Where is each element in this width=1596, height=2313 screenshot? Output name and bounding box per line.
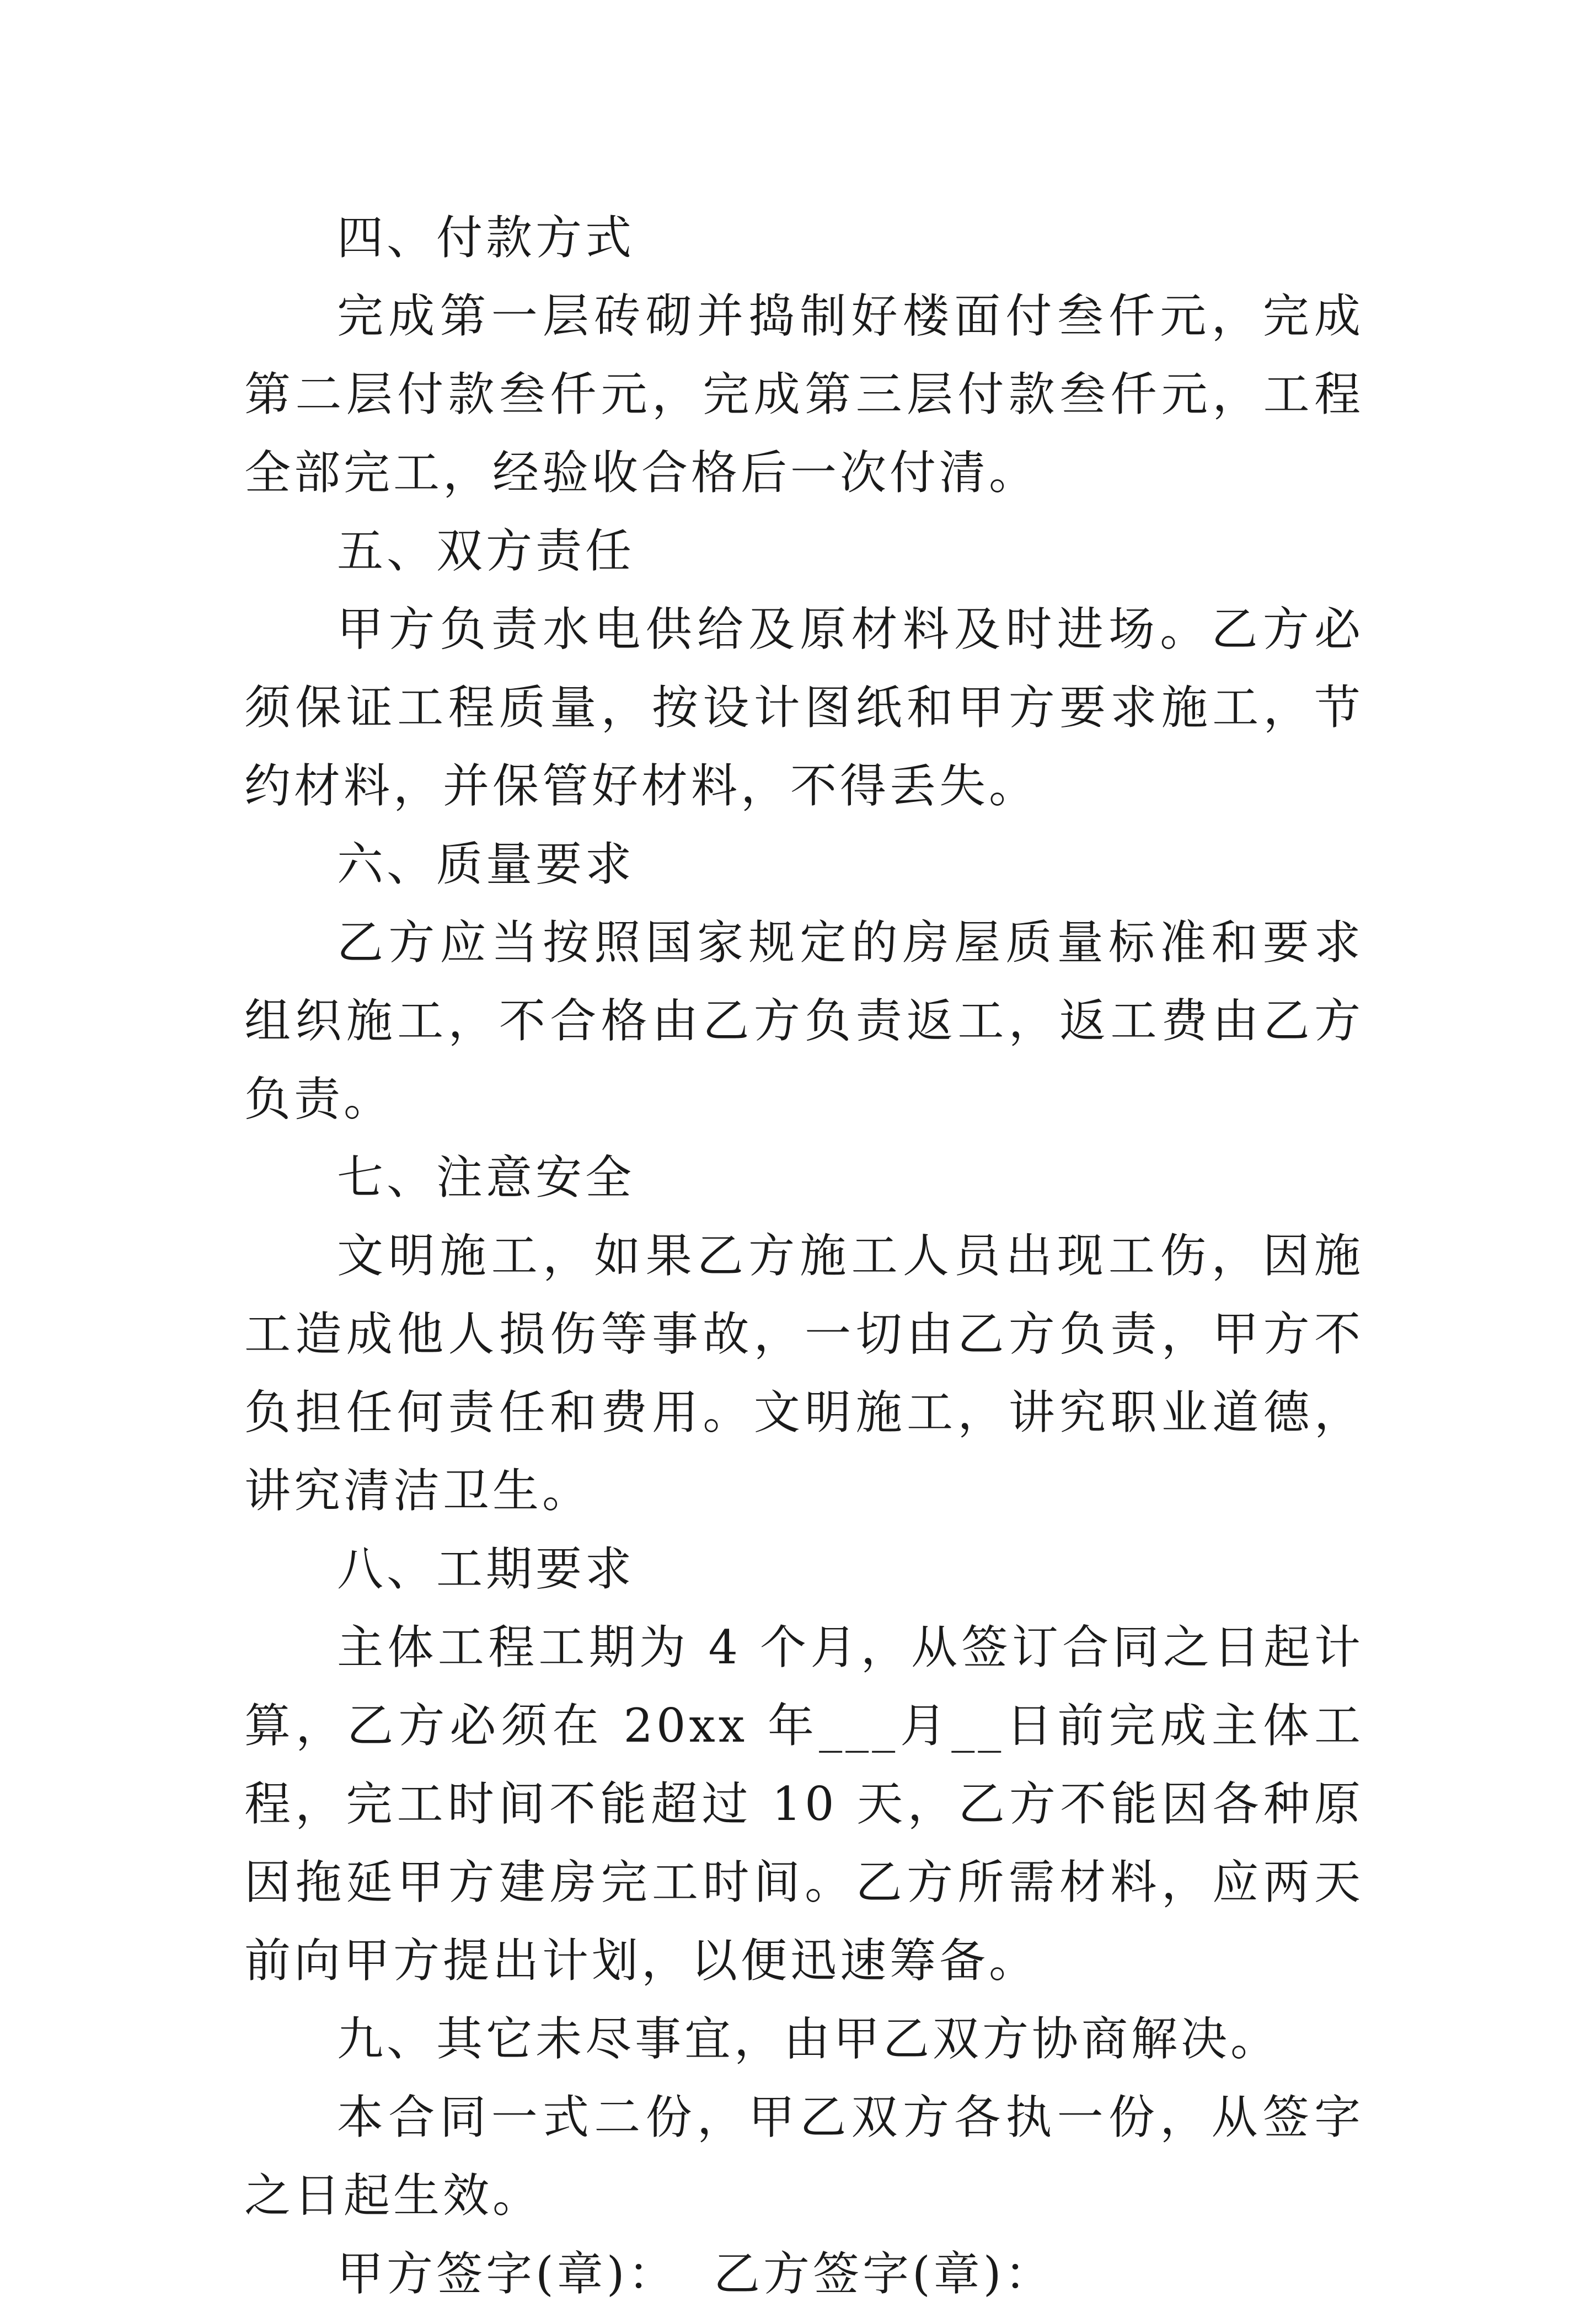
party-b-signature-label: 乙方签字(章)： bbox=[713, 2247, 1054, 2301]
closing-paragraph: 本合同一式二份，甲乙双方各执一份，从签字之日起生效。 bbox=[244, 2090, 1364, 2223]
section-body-quality: 乙方应当按照国家规定的房屋质量标准和要求组织施工，不合格由乙方负责返工，返工费由乙方负责。 bbox=[244, 915, 1364, 1126]
section-heading-safety: 七、注意安全 bbox=[337, 1150, 635, 1204]
signature-line bbox=[244, 2235, 1364, 2313]
section-body-safety: 文明施工，如果乙方施工人员出现工伤，因施工造成他人损伤等事故，一切由乙方负责，甲方不负担任何责任和费用。文明施工，讲究职业道德，讲究清洁卫生。 bbox=[244, 1229, 1364, 1518]
section-heading-quality: 六、质量要求 bbox=[337, 837, 635, 891]
section-body-payment: 完成第一层砖砌并捣制好楼面付叁仟元，完成第二层付款叁仟元，完成第三层付款叁仟元，工程全部完工，经验收合格后一次付清。 bbox=[244, 289, 1364, 500]
section-heading-payment: 四、付款方式 bbox=[337, 211, 635, 265]
section-heading-responsibilities: 五、双方责任 bbox=[337, 524, 635, 578]
section-heading-schedule: 八、工期要求 bbox=[337, 1542, 635, 1596]
document-body bbox=[244, 199, 1364, 2313]
section-body-schedule: 主体工程工期为 4 个月，从签订合同之日起计算，乙方必须在 20xx 年___月__日前完成主体工程，完工时间不能超过 10 天，乙方不能因各种原因拖延甲方建房完工时间。乙方所需材料，应两天前向甲方提出计划，以便迅速筹备。 bbox=[244, 1620, 1364, 1988]
section-other-matters: 九、其它未尽事宜，由甲乙双方协商解决。 bbox=[337, 2012, 1281, 2066]
section-body-responsibilities: 甲方负责水电供给及原材料及时进场。乙方必须保证工程质量，按设计图纸和甲方要求施工，节约材料，并保管好材料，不得丢失。 bbox=[244, 602, 1364, 813]
party-a-signature-label: 甲方签字(章)： bbox=[337, 2247, 678, 2301]
